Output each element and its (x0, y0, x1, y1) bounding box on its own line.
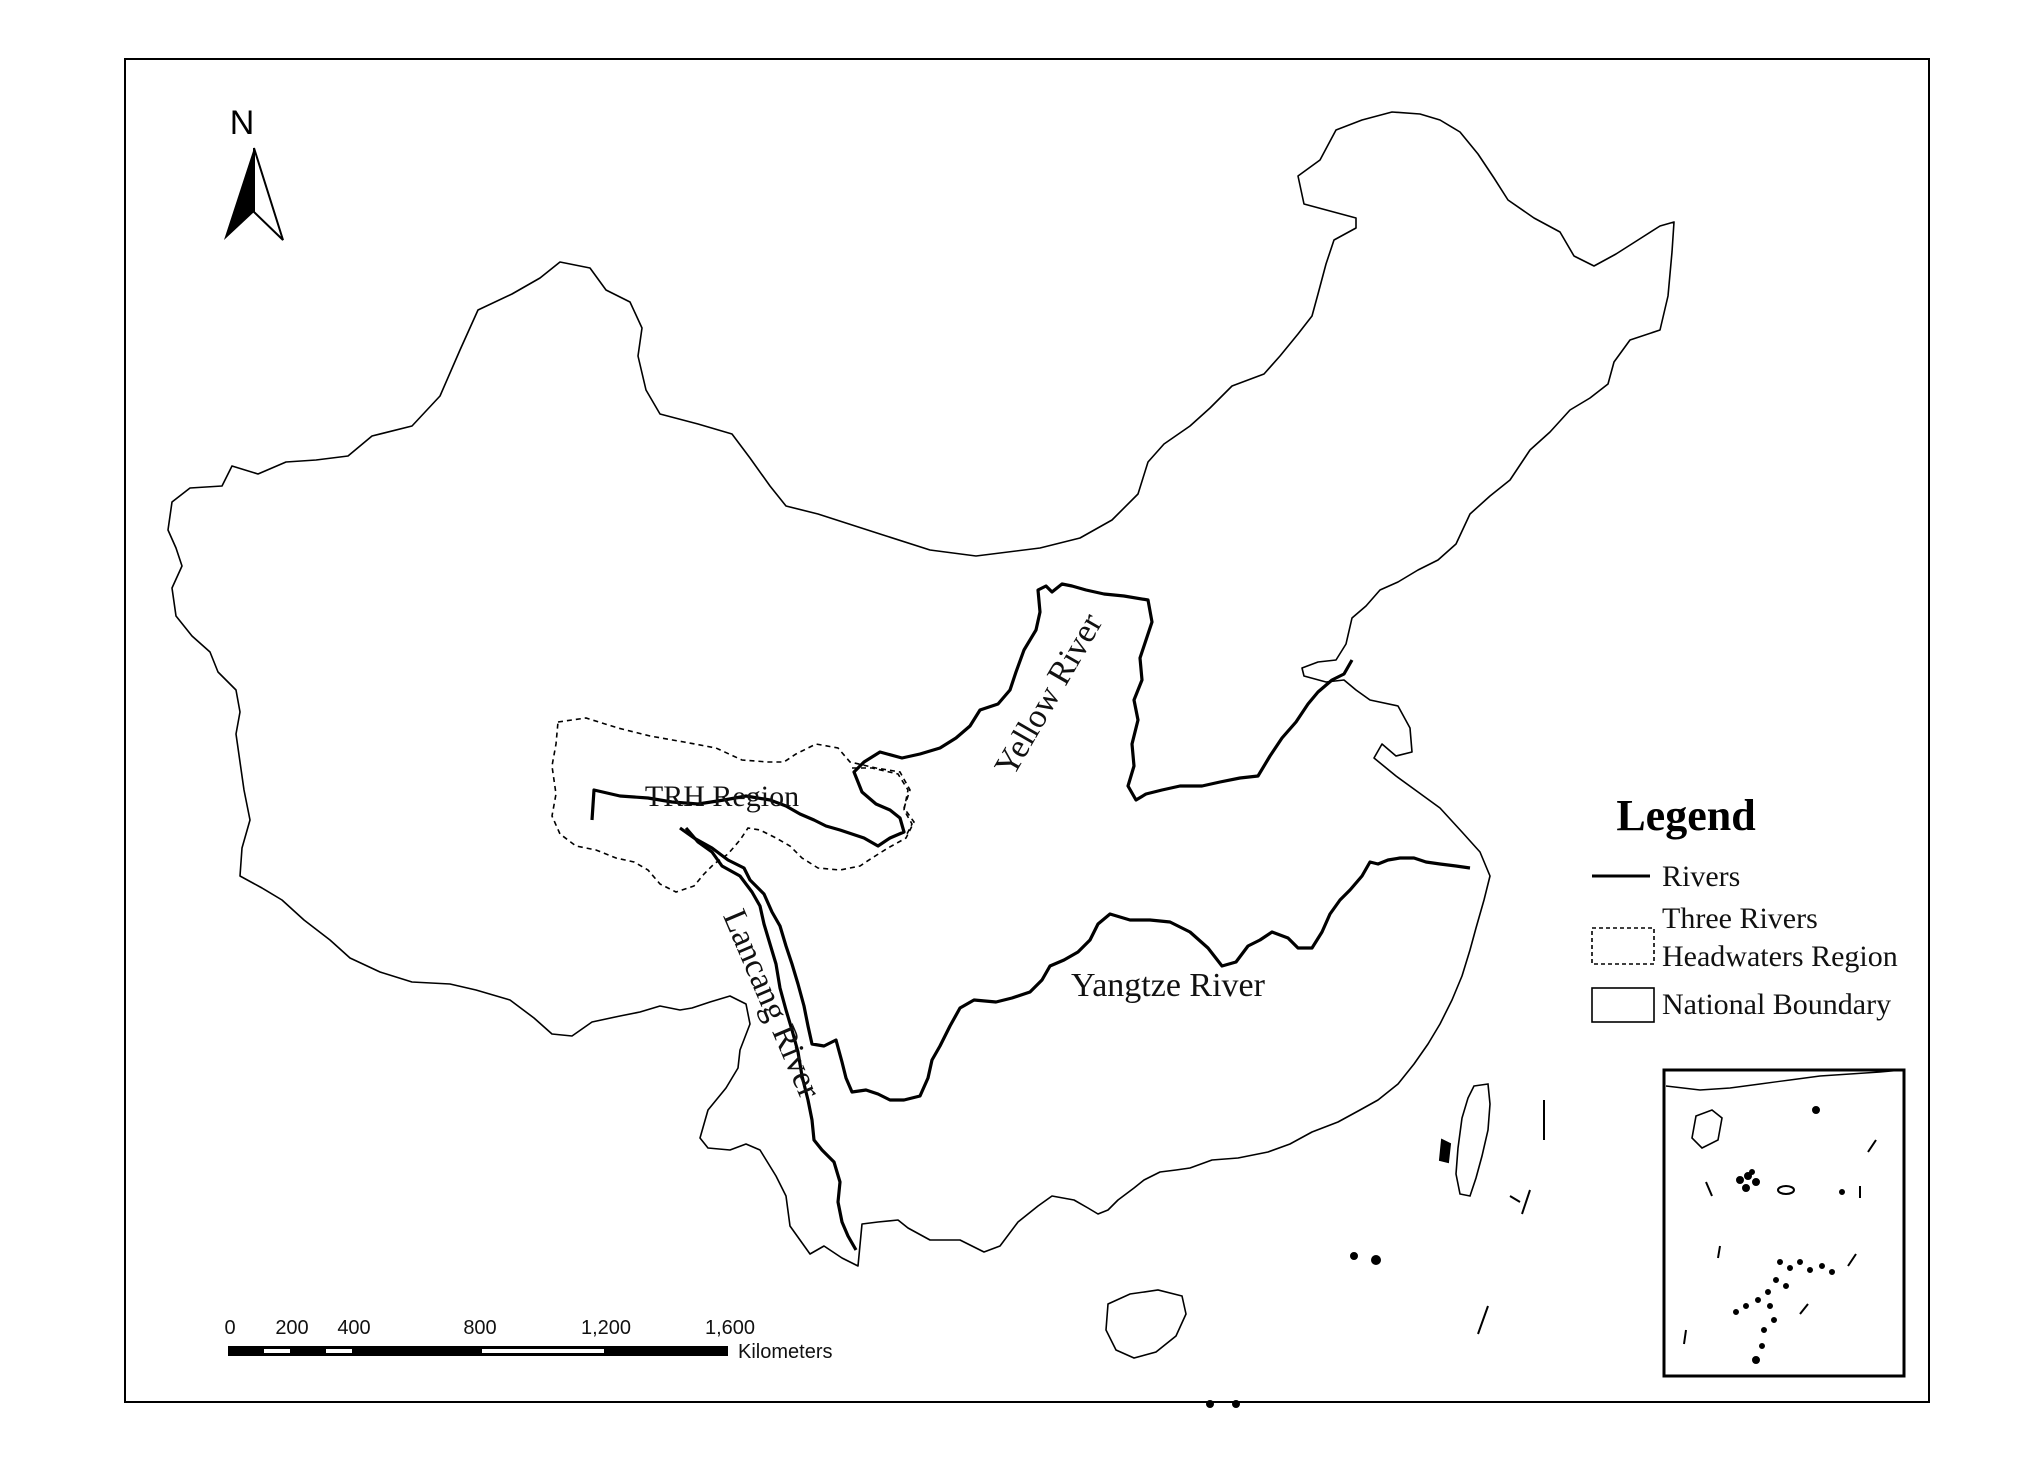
scale-unit: Kilometers (738, 1341, 833, 1363)
scale-bar (224, 1317, 832, 1363)
taiwan-island (1456, 1084, 1490, 1196)
legend (1592, 791, 1898, 1022)
legend-boundary-symbol (1592, 988, 1654, 1022)
north-arrow-icon (224, 104, 283, 240)
scale-tick-1200: 1,200 (580, 1317, 632, 1339)
hainan-island (1106, 1290, 1186, 1358)
trh-region-label: TRH Region (644, 780, 800, 813)
scale-tick-1600: 1,600 (704, 1317, 756, 1339)
yangtze-river-label: Yangtze River (1071, 967, 1265, 1004)
legend-trh-label-line1: Three Rivers (1662, 902, 1818, 935)
legend-boundary-label: National Boundary (1662, 988, 1892, 1021)
scale-tick-200: 200 (275, 1317, 309, 1339)
lancang-river-label: Lancang River (715, 904, 828, 1104)
scale-tick-0: 0 (224, 1317, 236, 1339)
legend-title: Legend (1616, 791, 1756, 840)
scale-tick-800: 800 (463, 1317, 497, 1339)
north-arrow-label: N (229, 104, 255, 142)
yellow-river-label: Yellow River (987, 607, 1111, 783)
legend-trh-label-line2: Headwaters Region (1662, 940, 1898, 973)
scale-tick-400: 400 (337, 1317, 371, 1339)
legend-rivers-label: Rivers (1662, 860, 1741, 893)
legend-trh-symbol (1592, 928, 1654, 964)
south-china-sea-inset (1664, 1070, 1904, 1376)
